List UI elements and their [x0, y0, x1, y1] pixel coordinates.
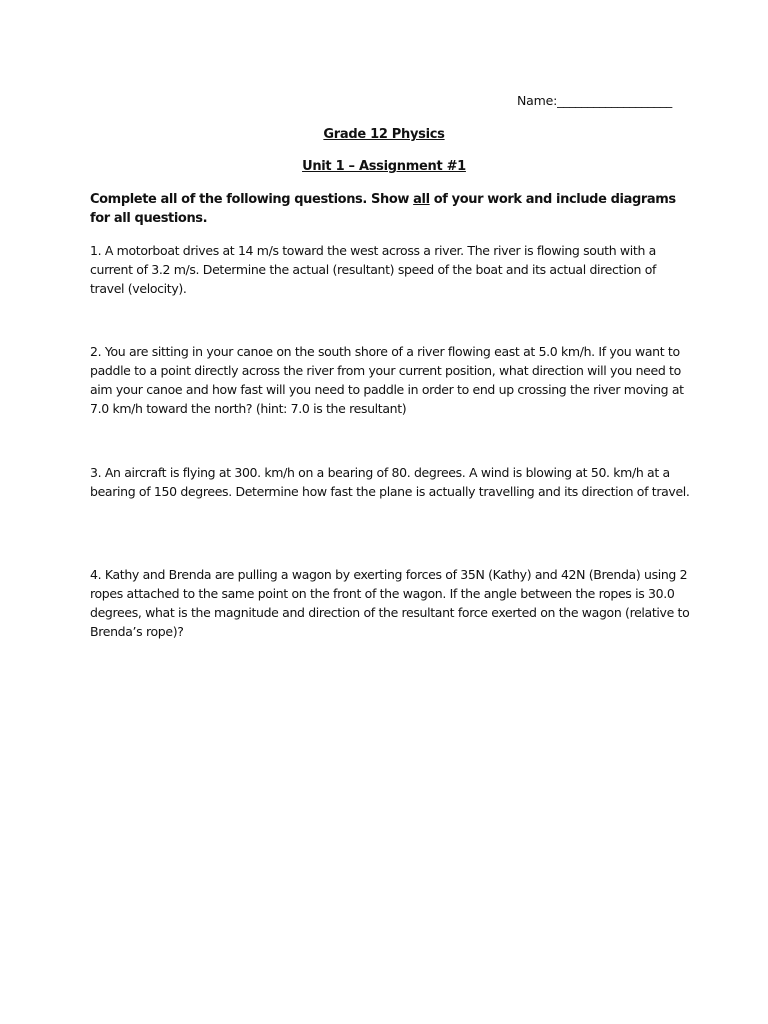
- question-3: 3. An aircraft is flying at 300. km/h on a bearing of 80. degrees. A wind is blowing at 50. km/h at a bearing of 150 degrees. Determine how fast the plane is actually travelling and its direction of travel.: [90, 465, 690, 499]
- name-field-line: Name:___________________: [517, 93, 673, 108]
- instructions-text-before: Complete all of the following questions. Show: [90, 192, 414, 207]
- instructions-emphasis: all: [413, 192, 430, 207]
- question-4: 4. Kathy and Brenda are pulling a wagon by exerting forces of 35N (Kathy) and 42N (Brenda) using 2 ropes attached to the same point on the front of the wagon. If the angle between the ropes is 30.0 degrees, what is the magnitude and direction of the resultant force exerted on the wagon (relative to Brenda’s rope)?: [90, 567, 690, 639]
- question-2: 2. You are sitting in your canoe on the south shore of a river flowing east at 5.0 km/h. If you want to paddle to a point directly across the river from your current position, what direction will you need to aim your canoe and how fast will you need to paddle in order to end up crossing the river moving at 7.0 km/h toward the north? (hint: 7.0 is the resultant): [90, 344, 684, 416]
- instructions: [90, 190, 682, 228]
- question-1: 1. A motorboat drives at 14 m/s toward the west across a river. The river is flowing south with a current of 3.2 m/s. Determine the actual (resultant) speed of the boat and its actual direction of travel (velocity).: [90, 243, 657, 296]
- instructions-text-after: of your work and include diagrams for all questions.: [90, 192, 676, 226]
- assignment-title: Unit 1 – Assignment #1: [302, 159, 466, 174]
- course-title: Grade 12 Physics: [323, 127, 445, 142]
